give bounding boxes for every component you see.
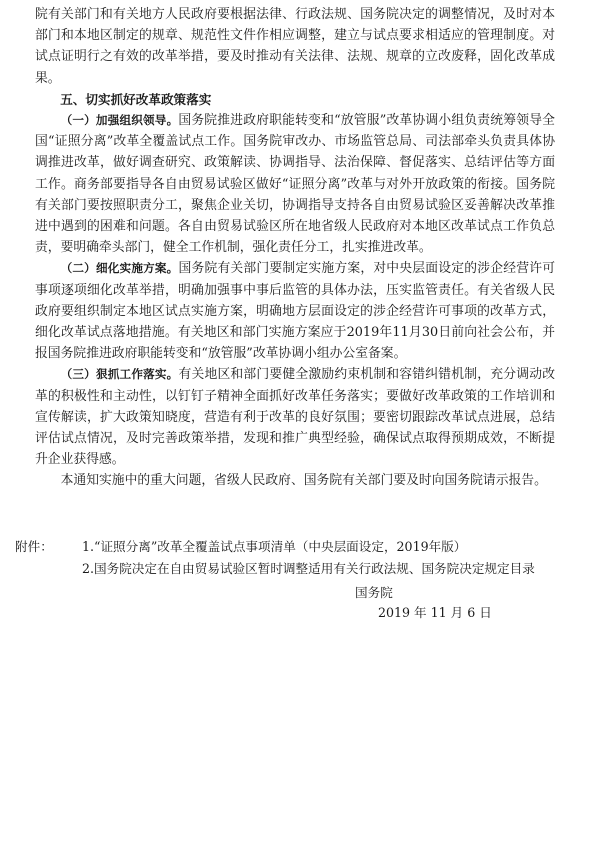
item-2-paragraph — [35, 258, 555, 364]
item-3-text: 有关地区和部门要健全激励约束机制和容错纠错机制，充分调动改革的积极性和主动性，以钉钉子精神全面抓好改革任务落实；要做好改革政策的工作培训和宣传解读，扩大政策知晓度，营造有利于改革的良好氛围；要密切跟踪改革试点进展，总结评估试点情况，及时完善政策举措，发现和推广典型经验，确保试点取得预期成效，不断提升企业获得感。 — [35, 367, 555, 468]
item-2-text: 国务院有关部门要制定实施方案，对中央层面设定的涉企经营许可事项逐项细化改革举措，明确加强事中事后监管的具体办法，压实监管责任。有关省级人民政府要组织制定本地区试点实施方案，明确地方层面设定的涉企经营许可事项的改革方式，细化改革试点落地措施。有关地区和部门实施方案应于2019年11月30日前向社会公布，并报国务院推进政府职能转变和“放管服”改革协调小组办公室备案。 — [35, 261, 555, 362]
document-body — [35, 4, 555, 492]
attachments-label: 附件： — [15, 539, 53, 554]
issuer-name: 国务院 — [355, 585, 393, 600]
attachment-2: 2.国务院决定在自由贸易试验区暂时调整适用有关行政法规、国务院决定规定目录 — [82, 561, 535, 576]
item-1-lead: （一）加强组织领导。 — [60, 113, 179, 128]
section-heading: 五、切实抓好改革政策落实 — [60, 91, 212, 107]
issue-date: 2019 年 11 月 6 日 — [378, 605, 492, 620]
item-3-lead: （三）狠抓工作落实。 — [60, 367, 179, 382]
closing-paragraph: 本通知实施中的重大问题，省级人民政府、国务院有关部门要及时向国务院请示报告。 — [60, 473, 547, 489]
item-2-lead: （二）细化实施方案。 — [60, 261, 179, 276]
attachment-1: 1.“证照分离”改革全覆盖试点事项清单（中央层面设定，2019年版） — [82, 539, 467, 554]
item-1-paragraph — [35, 110, 555, 258]
item-3-paragraph — [35, 364, 555, 470]
paragraph-continuation: 院有关部门和有关地方人民政府要根据法律、行政法规、国务院决定的调整情况，及时对本部门和本地区制定的规章、规范性文件作相应调整，建立与试点要求相适应的管理制度。对试点证明行之有效的改革举措，要及时推动有关法律、法规、规章的立改废释，固化改革成果。 — [35, 7, 555, 86]
item-1-text: 国务院推进政府职能转变和“放管服”改革协调小组负责统筹领导全国“证照分离”改革全覆盖试点工作。国务院审改办、市场监管总局、司法部牵头负责具体协调推进改革，做好调查研究、政策解读、协调指导、法治保障、督促落实、总结评估等方面工作。商务部要指导各自由贸易试验区做好“证照分离”改革与对外开放政策的衔接。国务院有关部门要按照职责分工，聚焦企业关切，协调指导支持各自由贸易试验区妥善解决改革推进中遇到的困难和问题。各自由贸易试验区所在地省级人民政府对本地区改革试点工作负总责，要明确牵头部门，健全工作机制，强化责任分工，扎实推进改革。 — [35, 113, 555, 256]
